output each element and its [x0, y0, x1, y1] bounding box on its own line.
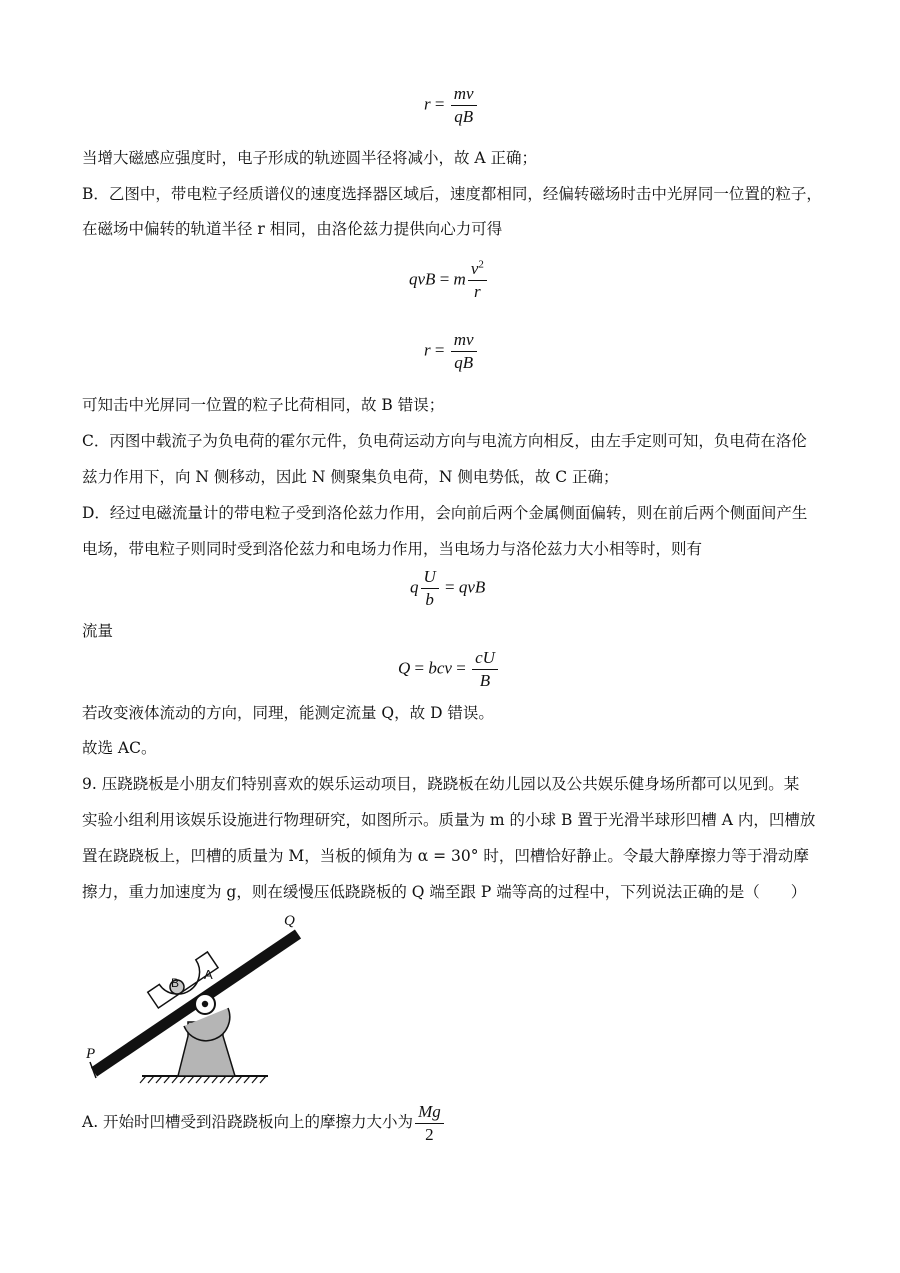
eq-denominator: qB — [454, 107, 474, 126]
eq-operator: = — [434, 340, 445, 360]
text-line: B．乙图中，带电粒子经质谱仪的速度选择器区域后，速度都相同，经偏转磁场时击中光屏同一位置的粒子， — [82, 185, 822, 203]
eq-symbol: qvB — [458, 577, 486, 597]
eq-operator: = — [414, 658, 425, 678]
eq-exponent: 2 — [478, 258, 484, 271]
eq-operator: = — [439, 269, 450, 289]
eq-symbol: Q — [398, 658, 411, 678]
eq-operator: = — [445, 577, 455, 597]
label-a: A — [204, 967, 213, 982]
text-line: C．丙图中载流子为负电荷的霍尔元件，负电荷运动方向与电流方向相反，由左手定则可知，负电荷在洛伦 — [82, 432, 807, 450]
text-line: 在磁场中偏转的轨道半径 r 相同，由洛伦兹力提供向心力可得 — [82, 220, 503, 238]
text-line: 当增大磁感应强度时，电子形成的轨迹圆半径将减小，故 A 正确； — [82, 149, 538, 167]
label-p: P — [86, 1046, 96, 1062]
option-a-text: A. 开始时凹槽受到沿跷跷板向上的摩擦力大小为 — [82, 1113, 414, 1131]
equation-r-2 — [424, 330, 479, 373]
eq-symbol: r — [424, 340, 431, 360]
eq-operator: = — [456, 658, 466, 678]
label-q: Q — [284, 913, 295, 929]
eq-numerator: cU — [472, 648, 498, 670]
equation-r-1 — [424, 84, 479, 127]
text-line: 兹力作用下，向 N 侧移动，因此 N 侧聚集负电荷，N 侧电势低，故 C 正确； — [82, 468, 619, 486]
eq-symbol: q — [410, 577, 419, 597]
eq-numerator: mv — [451, 330, 477, 352]
option-a-fraction — [415, 1102, 444, 1145]
eq-numerator: Mg — [415, 1102, 444, 1124]
eq-symbol: bcv — [428, 658, 452, 678]
eq-denominator: r — [474, 282, 481, 301]
eq-numerator: U — [421, 567, 439, 589]
eq-fraction — [472, 648, 498, 691]
equation-flow-rate — [398, 648, 500, 691]
eq-symbol: r — [424, 94, 431, 114]
text-line: 故选 AC。 — [82, 739, 157, 757]
text-line: 流量 — [82, 622, 114, 640]
label-b: B — [171, 976, 180, 990]
eq-denominator: 2 — [425, 1124, 434, 1144]
ground-hatching — [140, 1076, 266, 1083]
eq-symbol: m — [453, 269, 466, 289]
eq-fraction — [421, 567, 439, 610]
eq-fraction — [451, 330, 477, 373]
eq-fraction — [468, 259, 487, 302]
eq-denominator: B — [479, 671, 491, 690]
text-line: 可知击中光屏同一位置的粒子比荷相同，故 B 错误； — [82, 396, 445, 414]
text-line: 电场，带电粒子则同时受到洛伦兹力和电场力作用，当电场力与洛伦兹力大小相等时，则有 — [82, 540, 703, 558]
eq-denominator: qB — [454, 353, 474, 372]
eq-numerator: v — [470, 259, 479, 278]
question-9-line: 置在跷跷板上，凹槽的质量为 M，当板的倾角为 α = 30° 时，凹槽恰好静止。令最大静摩擦力等于滑动摩 — [82, 847, 809, 865]
text-line: D．经过电磁流量计的带电粒子受到洛伦兹力作用，会向前后两个金属侧面偏转，则在前后两个侧面间产生 — [82, 504, 808, 522]
option-a — [82, 1100, 446, 1145]
question-9-line: 实验小组利用该娱乐设施进行物理研究，如图所示。质量为 m 的小球 B 置于光滑半球形凹槽 A 内，凹槽放 — [82, 811, 816, 829]
equation-electric-force — [410, 567, 485, 610]
eq-denominator: b — [425, 590, 434, 609]
pivot-axle — [202, 1001, 208, 1007]
eq-numerator: mv — [451, 84, 477, 106]
eq-symbol: qvB — [409, 269, 436, 289]
eq-fraction — [451, 84, 477, 127]
eq-operator: = — [434, 94, 445, 114]
equation-lorentz-centripetal — [409, 259, 489, 302]
question-9-line: 擦力，重力加速度为 g，则在缓慢压低跷跷板的 Q 端至跟 P 端等高的过程中，下列说法正确的是（ ） — [82, 883, 807, 901]
question-9-line: 9. 压跷跷板是小朋友们特别喜欢的娱乐运动项目，跷跷板在幼儿园以及公共娱乐健身场所都可以见到。某 — [82, 775, 800, 793]
seesaw-diagram — [80, 912, 310, 1084]
text-line: 若改变液体流动的方向，同理，能测定流量 Q，故 D 错误。 — [82, 704, 494, 722]
